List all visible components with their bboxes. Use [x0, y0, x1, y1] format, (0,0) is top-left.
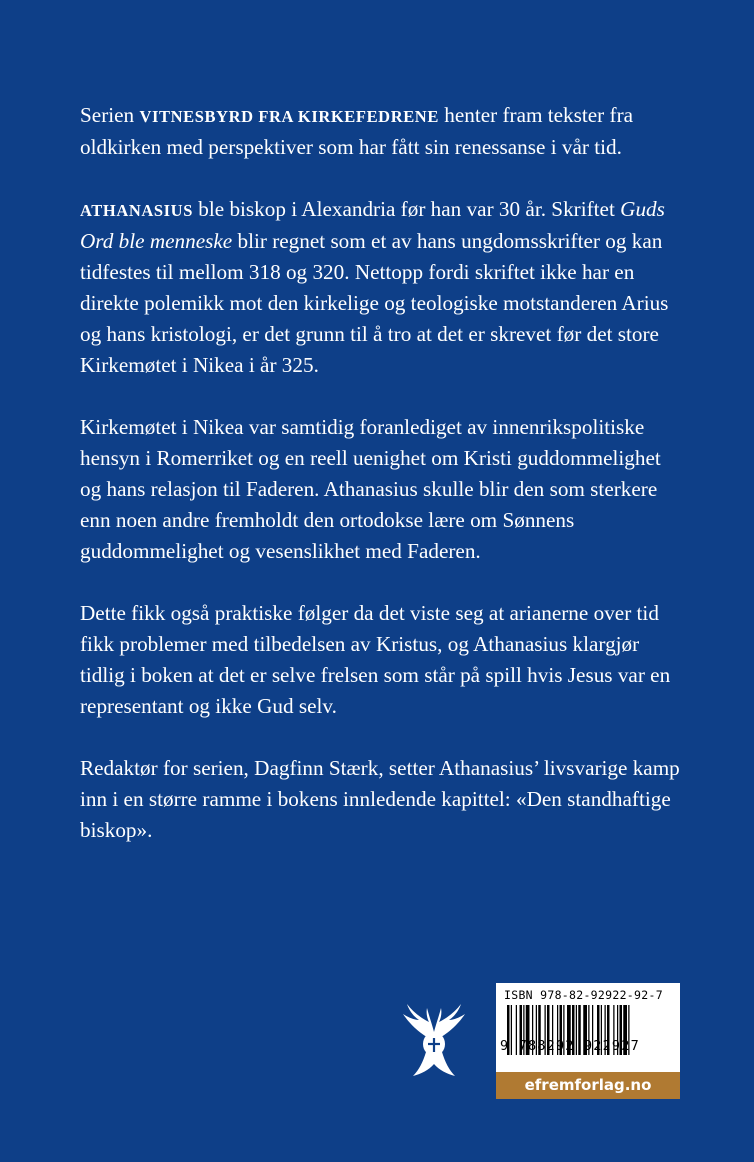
paragraph-consequences: Dette fikk også praktiske følger da det viste seg at arianerne over tid fikk problemer med tilbedelsen av Kristus, og Athanasius klargjør tidlig i boken at det er selve frelsen som står på spill hvis Jesus var en representant og ikke Gud selv. — [80, 601, 671, 718]
series-name: VITNESBYRD FRA KIRKEFEDRENE — [139, 107, 439, 126]
dove-icon — [399, 1000, 469, 1080]
paragraph-editor: Redaktør for serien, Dagfinn Stærk, setter Athanasius’ livsvarige kamp inn i en større ramme i bokens innledende kapittel: «Den standhaftige biskop». — [80, 756, 680, 842]
paragraph-text: Serien — [80, 103, 140, 127]
book-title: Guds Ord ble menneske — [80, 197, 665, 253]
paragraph-series — [80, 100, 680, 163]
paragraph-nikea: Kirkemøtet i Nikea var samtidig foranlediget av innenrikspolitiske hensyn i Romerriket og en reell uenighet om Kristi guddommelighet og hans relasjon til Faderen. Athanasius skulle blir den som sterkere enn noen andre fremholdt den ortodokse lære om Sønnens guddommelighet og vesenslikhet med Faderen. — [80, 415, 661, 563]
paragraph-text: ble biskop i Alexandria før han var 30 år. Skriftet — [192, 197, 621, 221]
author-name: ATHANASIUS — [80, 201, 193, 220]
paragraph-text: blir regnet som et av hans ungdomsskrifter og kan tidfestes til mellom 318 og 320. Nettopp fordi skriftet ikke har en direkte polemikk mot den kirkelige og teologiske motstanderen Arius og hans kristologi, er det grunn til å tro at det er skrevet før det store Kirkemøtet i Nikea i år 325. — [80, 229, 669, 377]
ean-digits: 9 788292 922927 — [500, 1038, 640, 1054]
isbn-number: ISBN 978-82-92922-92-7 — [504, 988, 663, 1002]
paragraph-text: henter fram tekster fra oldkirken med perspektiver som har fått sin renessanse i vår tid. — [80, 103, 634, 159]
back-cover-blurb — [80, 100, 680, 877]
publisher-website: efremforlag.no — [496, 1072, 680, 1099]
barcode-label — [496, 983, 680, 1099]
paragraph-athanasius — [80, 194, 680, 381]
